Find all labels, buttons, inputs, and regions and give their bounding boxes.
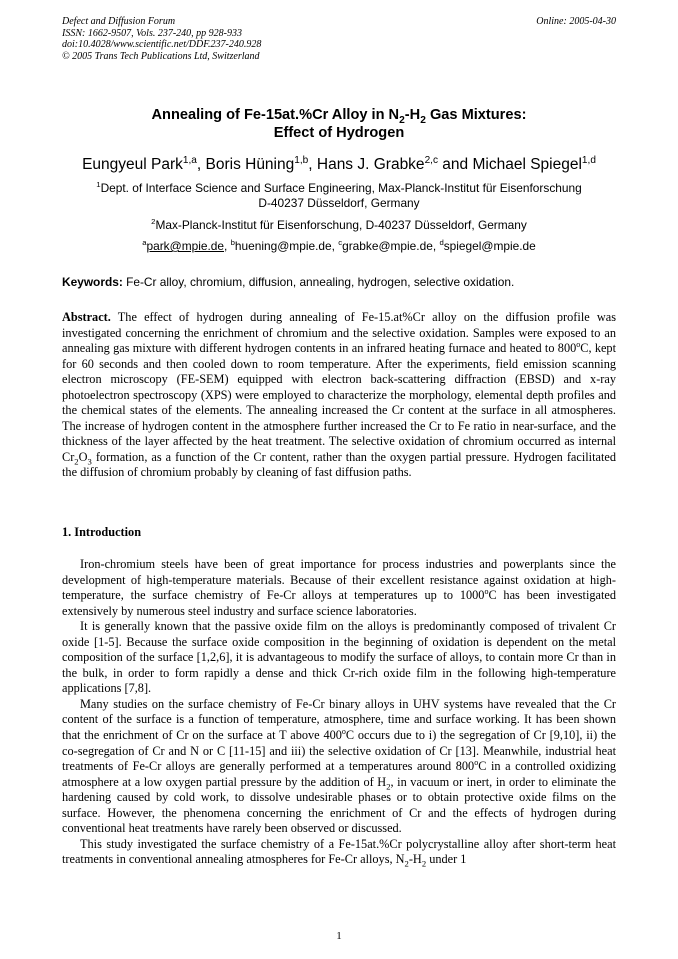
email-text: huening@mpie.de	[234, 239, 332, 253]
keywords	[62, 275, 616, 290]
keywords-text: Fe-Cr alloy, chromium, diffusion, annealing, hydrogen, selective oxidation.	[122, 275, 515, 289]
page-number: 1	[336, 930, 342, 942]
paragraph: This study investigated the surface chemistry of a Fe-15at.%Cr polycrystalline alloy after short-term heat treatments in conventional annealing atmospheres for Fe-Cr alloys, $N_2-H_2$ under 1	[62, 836, 616, 869]
paragraph: It is generally known that the passive oxide film on the alloys is predominantly composed of trivalent Cr oxide [1-5]. Because the surface oxide composition in the beginning of oxidation is dependent on the metal composition of the surface [1,2,6], it is advantageous to modify the surface of alloys, to contain more Cr than in the bulk, in order to form rapidly a dense and thick Cr-rich oxide film in the following high-temperature applications [7,8].	[62, 619, 616, 696]
email-text: spiegel@mpie.de	[443, 239, 536, 253]
section-heading: 1. Introduction	[62, 525, 142, 539]
email-link[interactable]: park@mpie.de	[146, 239, 225, 253]
paper-title	[62, 106, 616, 142]
copyright-line: © 2005 Trans Tech Publications Ltd, Switzerland	[62, 50, 260, 62]
keywords-label: Keywords:	[62, 275, 123, 289]
email-text: grabke@mpie.de	[342, 239, 433, 253]
author-name: Michael Spiegel	[472, 156, 582, 173]
journal-name: Defect and Diffusion Forum	[62, 16, 176, 27]
author-emails: $^a$park@mpie.de, $^b$huening@mpie.de, $^c$grabke@mpie.de, $^d$spiegel@mpie.de	[142, 238, 536, 253]
doi-line: doi:10.4028/www.scientific.net/DDF.237-240.928	[62, 39, 262, 50]
online-date: Online: 2005-04-30	[536, 16, 616, 27]
paragraph: Many studies on the surface chemistry of Fe-Cr binary alloys in UHV systems have revealed that the Cr content of the surface is a function of temperature, atmosphere, time and surface working. It has been shown that the enrichment of Cr on the surface at T above 400$^o$C occurs due to i) the segregation of Cr [9,10], ii) the co-segregation of Cr and N or C [11-15] and iii) the selective oxidation of Cr [13]. Meanwhile, industrial heat treatments of Fe-Cr alloys are generally performed at a temperatures around 800$^o$C in a controlled oxidizing atmosphere at a low oxygen partial pressure by the addition of $H_2$, in vacuum or inert, in order to eliminate the hardening caused by cold work, to dissolve undesirable phases or to obtain protective oxide films on the surface. However, the phenomena concerning the enrichment of Cr and the effects of hydrogen during conventional heat treatments have rarely been observed or discussed.	[62, 696, 617, 836]
introduction-body	[62, 557, 616, 868]
abstract-label: Abstract.	[62, 310, 111, 324]
issn-line: ISSN: 1662-9507, Vols. 237-240, pp 928-933	[62, 27, 242, 39]
journal-header	[62, 16, 616, 62]
title-line-2: Effect of Hydrogen	[273, 125, 405, 141]
author-name: Boris Hüning	[205, 156, 295, 173]
paragraph: Iron-chromium steels have been of great importance for process industries and powerplants since the development of high-temperature materials. Because of their excellent resistance against oxidation at high-temperature, the surface chemistry of Fe-Cr alloys at temperatures up to 1000$^o$C has been investigated extensively by numerous steel industry and surface science laboratories.	[62, 557, 616, 618]
author-list: Eungyeul Park$^{1,a}$, Boris Hüning$^{1,b}$, Hans J. Grabke$^{2,c}$ and Michael Spiegel$^{1,d}$	[82, 154, 596, 173]
author-name: Eungyeul Park	[82, 156, 183, 173]
title-line-1: Annealing of Fe-15at.%Cr Alloy in $N_2-H_2$ Gas Mixtures:	[151, 107, 527, 126]
author-name: Hans J. Grabke	[316, 156, 425, 173]
affiliation-1: $^1$Dept. of Interface Science and Surface Engineering, Max-Planck-Institut für Eisenforschung D-40237 Düsseldorf, Germany	[96, 180, 582, 211]
affiliation-2: $^2$Max-Planck-Institut für Eisenforschung, D-40237 Düsseldorf, Germany	[151, 217, 527, 232]
abstract: Abstract. The effect of hydrogen during annealing of Fe-15.at%Cr alloy on the diffusion profile was investigated concerning the enrichment of chromium and the selective oxidation. Samples were exposed to an annealing gas mixture with different hydrogen contents in an infrared heating furnace and heated to 800$^o$C, kept for 60 seconds and then cooled down to room temperature. After the experiments, field emission scanning electron microscopy (FE-SEM) equipped with electron back-scattering diffraction (EBSD) and x-ray photoelectron spectroscopy (XPS) were employed to characterize the morphology, elemental depth profiles and the chemical states of the elements. The annealing increased the Cr content at the surface in all atmospheres. The increase of hydrogen content in the atmosphere further increased the Cr to Fe ratio in near-surface, and the thickness of the layer affected by the heat treatment. The selective oxidation of chromium occurred as internal $Cr_2O_3$ formation, as a function of the Cr content, rather than the oxygen partial pressure. Hydrogen facilitated the diffusion of chromium probably by cleaning of fast diffusion paths.	[62, 310, 616, 480]
